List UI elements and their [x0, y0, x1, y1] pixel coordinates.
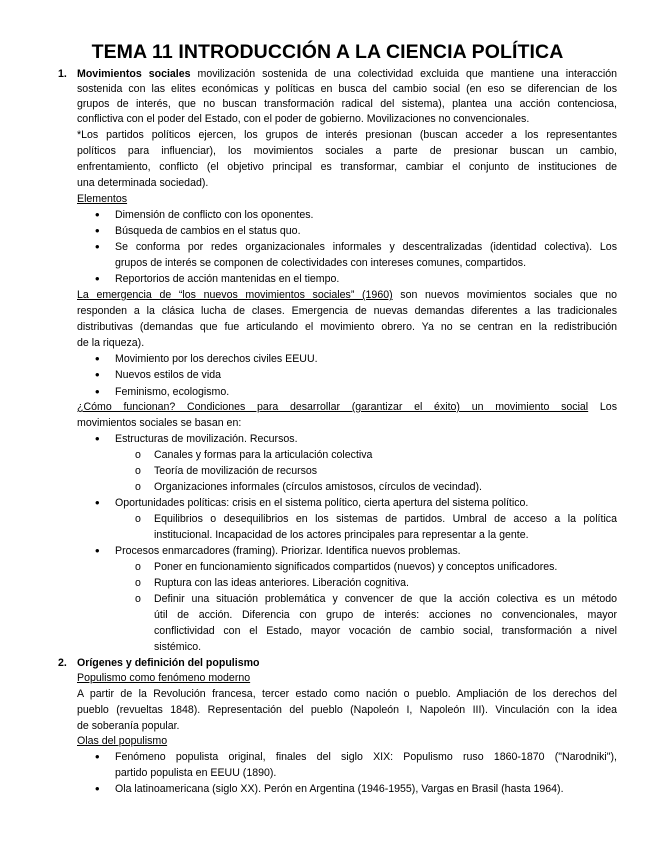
sub-list-item: Organizaciones informales (círculos amistosos, círculos de vecindad). [154, 481, 482, 493]
note-line: una determinada sociedad). [77, 177, 209, 189]
note-line: *Los partidos políticos ejercen, los grupos de interés presionan (buscan acceder a los representantes [77, 129, 617, 141]
list-item-continuation: grupos de interés se componen de colectividades con intereses comunes, compartidos. [115, 257, 527, 269]
page-title: TEMA 11 INTRODUCCIÓN A LA CIENCIA POLÍTICA [91, 41, 564, 63]
sub-list-item: Equilibrios o desequilibrios en los sistemas de partidos. Umbral de acceso a la política [154, 513, 617, 525]
circle-bullet-icon: o [135, 449, 141, 461]
sub-list-item-continuation: institucional. Incapacidad de los actores principales para representar a la gente. [154, 529, 529, 541]
bullet-icon: • [95, 239, 100, 254]
bullet-icon: • [95, 367, 100, 382]
paragraph-line: conflictiva con el poder del Estado, con el poder de gobierno. Movilizaciones no convencionales. [77, 113, 530, 125]
section-number: 1. [58, 68, 67, 80]
bullet-icon: • [95, 207, 100, 222]
paragraph-line: de soberanía popular. [77, 720, 180, 732]
sub-list-item-continuation: sistémico. [154, 641, 202, 653]
note-line: enfrentamiento, conflicto (el objetivo principal es transformar, cambiar el conjunto de instituciones de [77, 161, 617, 173]
paragraph-line: distributivas (demandas que fue articulando el movimiento obrero. Ya no se centran en la redistribución [77, 321, 617, 333]
sub-list-item-continuation: conflictividad con el Estado, mayor vocación de cambio social, transformación a nivel [154, 625, 617, 637]
list-item-continuation: partido populista en EEUU (1890). [115, 767, 277, 779]
bullet-icon: • [95, 543, 100, 558]
list-item: Procesos enmarcadores (framing). Priorizar. Identifica nuevos problemas. [115, 545, 461, 557]
paragraph-line [77, 67, 617, 82]
bullet-icon: • [95, 749, 100, 764]
sub-list-item: Definir una situación problemática y convencer de que la acción colectiva es un método [154, 593, 617, 605]
section-number: 2. [58, 657, 67, 669]
paragraph-line: A partir de la Revolución francesa, tercer estado como nación o pueblo. Ampliación de los derechos del [77, 688, 617, 700]
sub-list-item: Canales y formas para la articulación colectiva [154, 449, 373, 461]
list-item: Estructuras de movilización. Recursos. [115, 433, 298, 445]
list-item: Reportorios de acción mantenidas en el tiempo. [115, 273, 340, 285]
sub-list-item: Poner en funcionamiento significados compartidos (nuevos) y conceptos unificadores. [154, 561, 558, 573]
bullet-icon: • [95, 495, 100, 510]
subheading-emergencia: La emergencia de “los nuevos movimientos sociales” (1960) [77, 289, 393, 301]
sub-list-item: Ruptura con las ideas anteriores. Liberación cognitiva. [154, 577, 409, 589]
circle-bullet-icon: o [135, 513, 141, 525]
subheading-populismo-moderno: Populismo como fenómeno moderno [77, 672, 251, 684]
bullet-icon: • [95, 271, 100, 286]
sub-list-item: Teoría de movilización de recursos [154, 465, 318, 477]
list-item: Nuevos estilos de vida [115, 369, 221, 381]
list-item: Fenómeno populista original, finales del siglo XIX: Populismo ruso 1860-1870 ("Narodniki"), [115, 751, 617, 763]
paragraph-line: movimientos sociales se basan en: [77, 417, 242, 429]
paragraph-line [77, 400, 617, 415]
paragraph-line: de la riqueza). [77, 337, 145, 349]
paragraph-line: responden a la clásica lucha de clases. Emergencia de nuevas demandas diferentes a las tradicionales [77, 305, 617, 317]
section-heading: Movimientos sociales [77, 68, 191, 80]
paragraph-line: sostenida con las elites económicas y políticas en busca del cambio social (en eso se diferencian de los [77, 83, 617, 95]
list-item: Movimiento por los derechos civiles EEUU. [115, 353, 318, 365]
bullet-icon: • [95, 351, 100, 366]
subheading-elementos: Elementos [77, 193, 128, 205]
subheading-como-funcionan: ¿Cómo funcionan? Condiciones para desarrollar (garantizar el éxito) un movimiento social [77, 401, 589, 413]
circle-bullet-icon: o [135, 593, 141, 605]
list-item: Oportunidades políticas: crisis en el sistema político, cierta apertura del sistema político. [115, 497, 529, 509]
bullet-icon: • [95, 431, 100, 446]
bullet-icon: • [95, 223, 100, 238]
list-item: Búsqueda de cambios en el status quo. [115, 225, 301, 237]
paragraph-line: pueblo (revueltas 1848). Representación del pueblo (Napoleón I, Napoleón III). Vinculación con la idea [77, 704, 617, 716]
section-heading: Orígenes y definición del populismo [77, 657, 260, 669]
sub-list-item-continuation: útil de acción. Diferencia con grupo de interés: acciones no convencionales, mayor [154, 609, 617, 621]
text-run: Los [599, 401, 617, 413]
circle-bullet-icon: o [135, 561, 141, 573]
paragraph-line [77, 288, 617, 303]
circle-bullet-icon: o [135, 465, 141, 477]
circle-bullet-icon: o [135, 481, 141, 493]
bullet-icon: • [95, 384, 100, 399]
note-line: políticos para influenciar), los movimientos sociales a parte de presionar buscan un cambio, [77, 145, 617, 157]
subheading-olas: Olas del populismo [77, 735, 168, 747]
circle-bullet-icon: o [135, 577, 141, 589]
list-item: Ola latinoamericana (siglo XX). Perón en Argentina (1946-1955), Vargas en Brasil (hasta 1964). [115, 783, 564, 795]
text-run: movilización sostenida de una colectividad excluida que mantiene una interacción [190, 68, 617, 80]
paragraph-line: grupos de interés, que no buscan transformación radical del sistema), plantea una acción contenciosa, [77, 98, 617, 110]
text-run: son nuevos movimientos sociales que no [392, 289, 618, 301]
list-item: Feminismo, ecologismo. [115, 386, 230, 398]
list-item: Se conforma por redes organizacionales informales y descentralizadas (identidad colectiva). Los [115, 241, 617, 253]
list-item: Dimensión de conflicto con los oponentes. [115, 209, 314, 221]
bullet-icon: • [95, 781, 100, 796]
